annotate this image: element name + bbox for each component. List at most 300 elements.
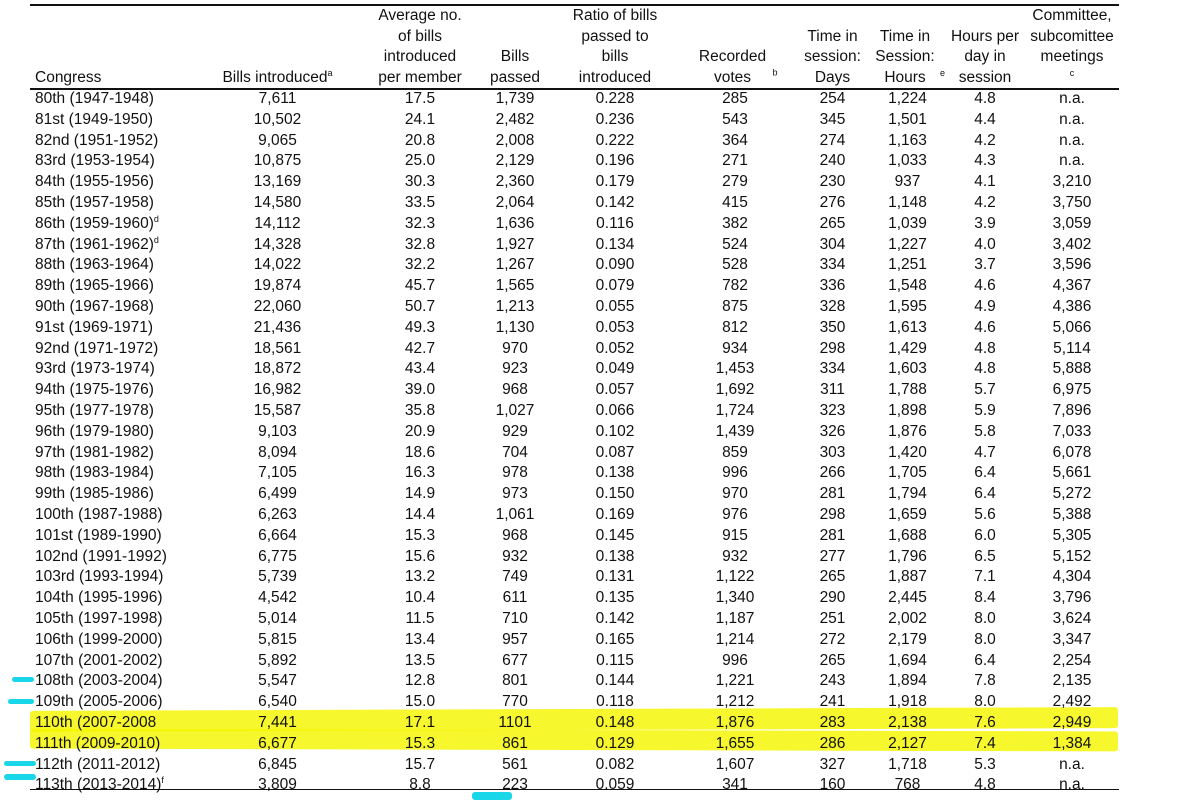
table-cell: 0.144 — [595, 672, 635, 690]
table-cell: 1,213 — [495, 297, 535, 315]
table-cell: 5,892 — [258, 651, 297, 669]
table-cell: 274 — [819, 131, 846, 149]
table-cell: 1,688 — [888, 526, 927, 544]
table-cell: 875 — [722, 297, 748, 315]
table-row — [30, 651, 1119, 672]
table-row — [30, 713, 1119, 734]
table-cell: n.a. — [1059, 152, 1085, 170]
table-cell: 3,750 — [1052, 193, 1092, 211]
table-cell: 272 — [819, 630, 846, 648]
table-cell: 43.4 — [404, 360, 436, 378]
table-cell: 326 — [819, 422, 846, 440]
table-cell: 8.0 — [974, 609, 996, 627]
table-cell: 996 — [722, 464, 748, 482]
table-cell: 5,066 — [1052, 318, 1092, 336]
table-cell: 932 — [722, 547, 748, 565]
table-cell: 923 — [502, 360, 528, 378]
congress-cell: 97th (1981-1982) — [35, 443, 154, 461]
table-cell: n.a. — [1059, 776, 1085, 794]
table-cell: 11.5 — [405, 609, 435, 627]
table-cell: 3,210 — [1052, 173, 1092, 191]
table-row — [30, 110, 1119, 131]
table-cell: 49.3 — [404, 318, 436, 336]
table-cell: 50.7 — [404, 297, 436, 315]
table-cell: 1,501 — [888, 110, 927, 128]
table-cell: 1,212 — [715, 693, 755, 711]
table-cell: 10,502 — [253, 110, 302, 128]
table-cell: 5.3 — [974, 755, 996, 773]
table-cell: 10,875 — [253, 152, 302, 170]
table-cell: 1,148 — [888, 193, 927, 211]
table-cell: 2,482 — [495, 110, 535, 128]
table-cell: 5.6 — [974, 505, 996, 523]
table-cell: 957 — [502, 630, 528, 648]
table-cell: 1,876 — [715, 713, 755, 731]
table-cell: 0.087 — [595, 443, 635, 461]
table-cell: 0.082 — [595, 755, 635, 773]
table-body — [30, 88, 1119, 796]
table-cell: 276 — [819, 193, 846, 211]
table-cell: 611 — [502, 589, 528, 607]
table-cell: 861 — [502, 734, 528, 752]
table-cell: 3,624 — [1052, 609, 1092, 627]
table-cell: 1,122 — [715, 568, 755, 586]
table-cell: 1,613 — [888, 318, 927, 336]
table-cell: 0.053 — [595, 318, 635, 336]
table-cell: 9,103 — [258, 422, 297, 440]
table-cell: 1,694 — [888, 651, 927, 669]
table-cell: 0.138 — [595, 547, 635, 565]
table-row — [30, 401, 1119, 422]
table-cell: 4.7 — [974, 443, 996, 461]
table-row — [30, 276, 1119, 297]
table-cell: 3.7 — [974, 256, 996, 274]
table-cell: 3,596 — [1052, 256, 1092, 274]
table-cell: 543 — [722, 110, 748, 128]
table-cell: 5,661 — [1052, 464, 1092, 482]
table-cell: 4,542 — [258, 589, 297, 607]
congress-cell: 108th (2003-2004) — [35, 672, 163, 690]
table-cell: 1,692 — [715, 381, 755, 399]
congress-cell: 83rd (1953-1954) — [35, 152, 155, 170]
table-cell: 0.079 — [595, 277, 635, 295]
table-row — [30, 318, 1119, 339]
table-cell: 0.066 — [595, 401, 635, 419]
table-row — [30, 359, 1119, 380]
table-cell: 8.4 — [974, 589, 996, 607]
table-cell: 13,169 — [253, 173, 302, 191]
table-cell: 5,152 — [1052, 547, 1092, 565]
table-cell: 749 — [502, 568, 528, 586]
table-row — [30, 193, 1119, 214]
table-cell: 0.169 — [595, 505, 635, 523]
table-cell: 15.3 — [404, 734, 436, 752]
table-cell: 859 — [722, 443, 748, 461]
table-row — [30, 692, 1119, 713]
table-cell: 327 — [819, 755, 846, 773]
table-cell: 4.9 — [974, 297, 996, 315]
table-cell: 2,135 — [1052, 672, 1092, 690]
table-cell: 32.8 — [404, 235, 436, 253]
table-cell: 303 — [819, 443, 846, 461]
table-cell: 5.8 — [974, 422, 996, 440]
table-cell: 15.6 — [404, 547, 436, 565]
column-header-3: Bills passed — [490, 48, 540, 86]
congress-cell: 98th (1983-1984) — [35, 464, 154, 482]
table-cell: 19,874 — [253, 277, 302, 295]
congress-cell: 101st (1989-1990) — [35, 526, 162, 544]
table-cell: 0.179 — [595, 173, 635, 191]
table-cell: 1,705 — [888, 464, 927, 482]
table-cell: 254 — [819, 90, 846, 107]
table-cell: 915 — [722, 526, 748, 544]
table-cell: 17.5 — [404, 90, 436, 107]
table-cell: 561 — [502, 755, 528, 773]
congress-cell: 80th (1947-1948) — [35, 90, 154, 107]
table-row — [30, 443, 1119, 464]
table-header-row — [30, 0, 1119, 88]
table-cell: 8.8 — [409, 776, 431, 794]
table-cell: 14,580 — [253, 193, 302, 211]
table-cell: 934 — [722, 339, 748, 357]
table-cell: 1,659 — [888, 505, 927, 523]
table-cell: 32.3 — [404, 214, 436, 232]
congress-cell: 84th (1955-1956) — [35, 173, 154, 191]
congress-cell: 91st (1969-1971) — [35, 318, 154, 336]
table-cell: 13.4 — [404, 630, 436, 648]
table-cell: 1,876 — [888, 422, 927, 440]
table-cell: 2,360 — [495, 173, 535, 191]
table-cell: 782 — [722, 277, 748, 295]
table-cell: 970 — [722, 485, 748, 503]
table-cell: 2,949 — [1052, 713, 1092, 731]
table-cell: 5,014 — [258, 609, 297, 627]
congress-cell: 110th (2007-2008 — [35, 713, 157, 731]
table-row — [30, 88, 1119, 110]
congress-cell: 89th (1965-1966) — [35, 277, 154, 295]
table-row — [30, 671, 1119, 692]
table-row — [30, 235, 1119, 256]
table-row — [30, 151, 1119, 172]
table-cell: 230 — [819, 173, 846, 191]
table-cell: 6,499 — [258, 485, 297, 503]
congress-cell: 99th (1985-1986) — [35, 485, 154, 503]
table-cell: 4,304 — [1052, 568, 1092, 586]
table-cell: 266 — [819, 464, 846, 482]
table-cell: 1,794 — [888, 485, 927, 503]
table-cell: 334 — [819, 256, 846, 274]
table-cell: 14,112 — [254, 214, 301, 232]
table-cell: 978 — [502, 464, 528, 482]
column-header-8: Hours per day in session — [950, 27, 1020, 86]
table-cell: 18,872 — [253, 360, 302, 378]
table-cell: 973 — [502, 485, 528, 503]
table-cell: n.a. — [1059, 110, 1085, 128]
table-cell: 1,429 — [888, 339, 927, 357]
table-cell: 311 — [820, 381, 845, 399]
table-cell: 0.055 — [595, 297, 635, 315]
table-cell: 7,611 — [258, 90, 297, 107]
table-cell: 1,214 — [715, 630, 755, 648]
table-cell: 323 — [819, 401, 846, 419]
table-cell: 341 — [722, 776, 748, 794]
table-cell: 1,927 — [495, 235, 535, 253]
table-cell: 0.102 — [595, 422, 635, 440]
table-cell: 298 — [819, 505, 846, 523]
congress-cell: 111th (2009-2010) — [35, 734, 161, 752]
congress-cell: 82nd (1951-1952) — [35, 131, 159, 149]
table-row — [30, 297, 1119, 318]
table-cell: 7,033 — [1052, 422, 1092, 440]
table-cell: 0.057 — [595, 381, 635, 399]
table-cell: 33.5 — [404, 193, 436, 211]
table-cell: 24.1 — [404, 110, 436, 128]
table-cell: 15.0 — [404, 693, 436, 711]
table-cell: 7,441 — [258, 713, 297, 731]
congress-cell: 95th (1977-1978) — [35, 401, 154, 419]
table-cell: 0.196 — [595, 152, 635, 170]
table-cell: 1,788 — [888, 381, 927, 399]
congress-cell: 92nd (1971-1972) — [35, 339, 159, 357]
congress-cell: 88th (1963-1964) — [35, 256, 154, 274]
table-cell: 6,975 — [1052, 381, 1092, 399]
table-cell: 6.4 — [974, 651, 996, 669]
table-cell: 4.2 — [974, 131, 996, 149]
table-cell: 336 — [819, 277, 846, 295]
congress-cell: 104th (1995-1996) — [35, 589, 163, 607]
table-cell: 22,060 — [253, 297, 302, 315]
table-cell: 0.131 — [595, 568, 635, 586]
table-cell: 6.5 — [974, 547, 996, 565]
table-cell: 7.1 — [974, 568, 996, 586]
table-cell: 285 — [722, 90, 748, 107]
table-cell: 3,347 — [1052, 630, 1092, 648]
table-cell: 1,739 — [495, 90, 535, 107]
table-cell: 770 — [502, 693, 528, 711]
table-cell: 251 — [819, 609, 846, 627]
table-row — [30, 422, 1119, 443]
table-cell: 4.6 — [974, 318, 996, 336]
table-cell: 223 — [502, 776, 528, 794]
table-cell: 970 — [502, 339, 528, 357]
table-cell: 14.9 — [404, 485, 436, 503]
table-row — [30, 526, 1119, 547]
table-cell: 0.129 — [595, 734, 635, 752]
table-cell: 1,027 — [495, 401, 535, 419]
congress-cell: 81st (1949-1950) — [35, 110, 154, 128]
table-cell: 286 — [819, 734, 846, 752]
table-cell: 6,664 — [258, 526, 297, 544]
congress-cell: 109th (2005-2006) — [35, 693, 163, 711]
table-cell: 1,033 — [888, 152, 927, 170]
congress-cell: 113th (2013-2014)$^f$ — [35, 775, 164, 794]
table-cell: 1,420 — [888, 443, 927, 461]
table-cell: 996 — [722, 651, 748, 669]
table-cell: 334 — [819, 360, 846, 378]
congress-cell: 96th (1979-1980) — [35, 422, 154, 440]
column-header-4: Ratio of bills passed to bills introduced — [572, 7, 658, 86]
table-cell: 1,894 — [888, 672, 927, 690]
table-cell: n.a. — [1059, 90, 1085, 107]
table-cell: 1,251 — [888, 256, 927, 274]
table-cell: 5.7 — [974, 381, 996, 399]
congress-cell: 90th (1967-1968) — [35, 297, 154, 315]
table-row — [30, 339, 1119, 360]
table-cell: 0.138 — [595, 464, 635, 482]
table-cell: 30.3 — [404, 173, 436, 191]
table-cell: 524 — [722, 235, 748, 253]
table-row — [30, 172, 1119, 193]
table-cell: 2,445 — [888, 589, 927, 607]
table-cell: 1101 — [498, 713, 532, 731]
table-cell: 929 — [502, 422, 528, 440]
table-cell: 4.4 — [974, 110, 996, 128]
table-cell: 7.6 — [974, 713, 996, 731]
table-cell: 2,127 — [888, 734, 927, 752]
table-cell: 968 — [502, 381, 528, 399]
table-cell: 14,022 — [253, 256, 302, 274]
table-cell: 1,187 — [715, 609, 755, 627]
congress-cell: 93rd (1973-1974) — [35, 360, 155, 378]
table-cell: 2,129 — [495, 152, 535, 170]
table-cell: 0.236 — [595, 110, 635, 128]
table-cell: 14,328 — [253, 235, 302, 253]
table-cell: 350 — [819, 318, 846, 336]
table-row — [30, 630, 1119, 651]
column-header-7: Time in Session: Hours $^e$ — [875, 27, 946, 86]
table-row — [30, 734, 1119, 755]
table-cell: 6,677 — [258, 734, 297, 752]
column-header-9: Committee, subcomittee meetings$^c$ — [1030, 7, 1114, 78]
column-header-2: Average no. of bills introduced per member — [378, 7, 462, 86]
table-cell: 265 — [819, 214, 846, 232]
table-cell: 1,340 — [715, 589, 755, 607]
table-cell: 277 — [819, 547, 846, 565]
table-cell: 6.0 — [974, 526, 996, 544]
table-cell: 283 — [819, 713, 846, 731]
table-cell: 1,384 — [1052, 734, 1092, 752]
table-cell: 6.4 — [974, 485, 996, 503]
table-cell: 6,263 — [258, 505, 297, 523]
table-cell: 1,655 — [715, 734, 755, 752]
table-cell: 241 — [819, 693, 846, 711]
table-cell: 937 — [894, 173, 921, 191]
table-cell: 710 — [502, 609, 528, 627]
table-cell: 0.145 — [595, 526, 635, 544]
congress-cell: 87th (1961-1962)$^d$ — [35, 234, 159, 253]
table-row — [30, 609, 1119, 630]
table-cell: 45.7 — [404, 277, 436, 295]
table-cell: 1,163 — [888, 131, 927, 149]
table-cell: 415 — [722, 193, 748, 211]
table-cell: 5,272 — [1052, 485, 1092, 503]
table-cell: 2,008 — [495, 131, 535, 149]
table-cell: 5,888 — [1052, 360, 1092, 378]
table-cell: 6,078 — [1052, 443, 1092, 461]
table-cell: 0.150 — [595, 485, 635, 503]
table-cell: 382 — [722, 214, 748, 232]
table-cell: 3.9 — [974, 214, 996, 232]
congress-cell: 94th (1975-1976) — [35, 381, 154, 399]
table-cell: 328 — [819, 297, 846, 315]
table-cell: 364 — [722, 131, 748, 149]
table-cell: 5,114 — [1053, 339, 1091, 357]
column-header-0: Congress — [35, 68, 102, 86]
table-cell: 243 — [819, 672, 846, 690]
table-cell: 5,547 — [258, 672, 297, 690]
table-cell: 0.115 — [596, 651, 634, 669]
table-cell: 0.052 — [595, 339, 635, 357]
table-cell: 976 — [722, 505, 748, 523]
table-cell: 18,561 — [253, 339, 302, 357]
table-cell: 1,887 — [888, 568, 927, 586]
table-cell: 0.134 — [595, 235, 635, 253]
table-cell: 265 — [819, 651, 846, 669]
table-cell: 281 — [819, 485, 846, 503]
table-cell: 1,221 — [715, 672, 755, 690]
table-row — [30, 255, 1119, 276]
table-cell: 0.142 — [595, 609, 635, 627]
table-cell: 0.116 — [596, 214, 634, 232]
table-row — [30, 380, 1119, 401]
table-cell: 2,179 — [888, 630, 927, 648]
table-cell: 528 — [722, 256, 748, 274]
table-cell: 1,898 — [888, 401, 927, 419]
table-cell: 7,105 — [258, 464, 297, 482]
table-cell: 7.4 — [974, 734, 996, 752]
congress-cell: 105th (1997-1998) — [35, 609, 163, 627]
table-cell: 7.8 — [974, 672, 996, 690]
table-cell: 35.8 — [404, 401, 436, 419]
table-cell: 14.4 — [404, 505, 436, 523]
table-cell: 17.1 — [404, 713, 436, 731]
table-cell: 4.8 — [974, 90, 996, 107]
table-cell: 1,595 — [888, 297, 927, 315]
table-cell: 18.6 — [404, 443, 436, 461]
table-cell: 0.135 — [595, 589, 635, 607]
column-header-1: Bills introduced$^a$ — [222, 67, 333, 86]
table-cell: 3,796 — [1052, 589, 1092, 607]
table-cell: 1,267 — [495, 256, 535, 274]
table-cell: 4.6 — [974, 277, 996, 295]
table-cell: 677 — [502, 651, 528, 669]
table-cell: n.a. — [1059, 131, 1085, 149]
table-cell: 13.2 — [404, 568, 436, 586]
table-cell: 1,227 — [888, 235, 927, 253]
table-cell: 279 — [722, 173, 748, 191]
table-cell: 0.059 — [595, 776, 635, 794]
table-row — [30, 755, 1119, 776]
table-row — [30, 214, 1119, 235]
table-cell: 1,724 — [715, 401, 755, 419]
table-cell: n.a. — [1059, 755, 1085, 773]
table-cell: 4.2 — [974, 193, 996, 211]
table-cell: 1,565 — [495, 277, 535, 295]
table-cell: 16,982 — [253, 381, 302, 399]
table-cell: 812 — [722, 318, 748, 336]
table-cell: 1,796 — [888, 547, 927, 565]
table-cell: 801 — [502, 672, 528, 690]
table-cell: 15.3 — [404, 526, 436, 544]
table-cell: 1,224 — [888, 90, 927, 107]
table-cell: 21,436 — [253, 318, 302, 336]
table-cell: 0.090 — [595, 256, 635, 274]
table-cell: 768 — [894, 776, 921, 794]
table-cell: 20.9 — [404, 422, 436, 440]
table-cell: 0.142 — [595, 193, 635, 211]
table-cell: 8,094 — [258, 443, 297, 461]
table-cell: 265 — [819, 568, 846, 586]
